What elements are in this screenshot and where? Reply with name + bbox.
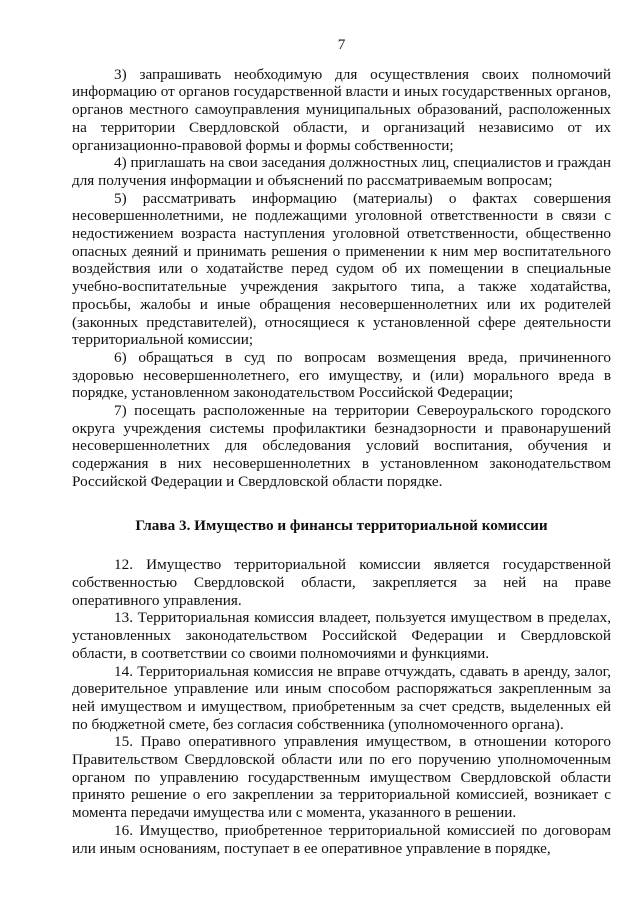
paragraph-13: 13. Территориальная комиссия владеет, пользуется имуществом в пределах, установленных законодательством Российской Федерации и Свердловской области, в соответствии со своими полномочиями и функциями.: [72, 609, 611, 662]
chapter-heading: Глава 3. Имущество и финансы территориальной комиссии: [135, 516, 548, 534]
page-number: 7: [337, 36, 346, 53]
paragraph-14: 14. Территориальная комиссия не вправе отчуждать, сдавать в аренду, залог, доверительное управление или иным способом распоряжаться закрепленным за ней имуществом и имуществом, приобретенным за счет средств, выделенных ей по бюджетной смете, без согласия собственника (уполномоченного органа).: [72, 662, 611, 733]
paragraph-item-5: 5) рассматривать информацию (материалы) о фактах совершения несовершеннолетними, не подлежащими уголовной ответственности в связи с недостижением возраста наступления уголовной ответственности, общественно опасных деяний и принимать решения о применении к ним мер воспитательного воздействия или о ходатайстве перед судом об их помещении в специальные учебно-воспитательные учреждения закрытого типа, а также ходатайства, просьбы, жалобы и иные обращения несовершеннолетних или их родителей (законных представителей), относящиеся к установленной сфере деятельности территориальной комиссии;: [72, 189, 611, 349]
paragraph-16: 16. Имущество, приобретенное территориальной комиссией по договорам или иным основаниям, поступает в ее оперативное управление в порядке,: [72, 821, 611, 857]
document-page: [72, 36, 611, 857]
paragraph-15: 15. Право оперативного управления имуществом, в отношении которого Правительством Свердловской области или по его поручению уполномоченным органом по управлению государственным имуществом Свердловской области принято решение о его закреплении за территориальной комиссией, возникает с момента передачи имущества или с момента, указанного в решении.: [72, 733, 611, 822]
paragraph-item-7: 7) посещать расположенные на территории Североуральского городского округа учреждения системы профилактики безнадзорности и правонарушений несовершеннолетних для обследования условий воспитания, обучения и содержания в них несовершеннолетних в установленном законодательством Российской Федерации и Свердловской области порядке.: [72, 402, 611, 490]
paragraph-item-4: 4) приглашать на свои заседания должностных лиц, специалистов и граждан для получения информации и объяснений по рассматриваемым вопросам;: [72, 154, 611, 189]
paragraph-item-6: 6) обращаться в суд по вопросам возмещения вреда, причиненного здоровью несовершеннолетнего, его имуществу, и (или) морального вреда в порядке, установленном законодательством Российской Федерации;: [72, 348, 611, 402]
property-section: [72, 556, 611, 857]
paragraph-12: 12. Имущество территориальной комиссии является государственной собственностью Свердловской области, закрепляется за ней на праве оперативного управления.: [72, 556, 611, 609]
powers-list: [72, 66, 611, 491]
paragraph-item-3: 3) запрашивать необходимую для осуществления своих полномочий информацию от органов государственной власти и иных государственных органов, органов местного самоуправления муниципальных образований, расположенных на территории Свердловской области, и организаций независимо от их организационно-правовой формы и формы собственности;: [72, 65, 611, 154]
